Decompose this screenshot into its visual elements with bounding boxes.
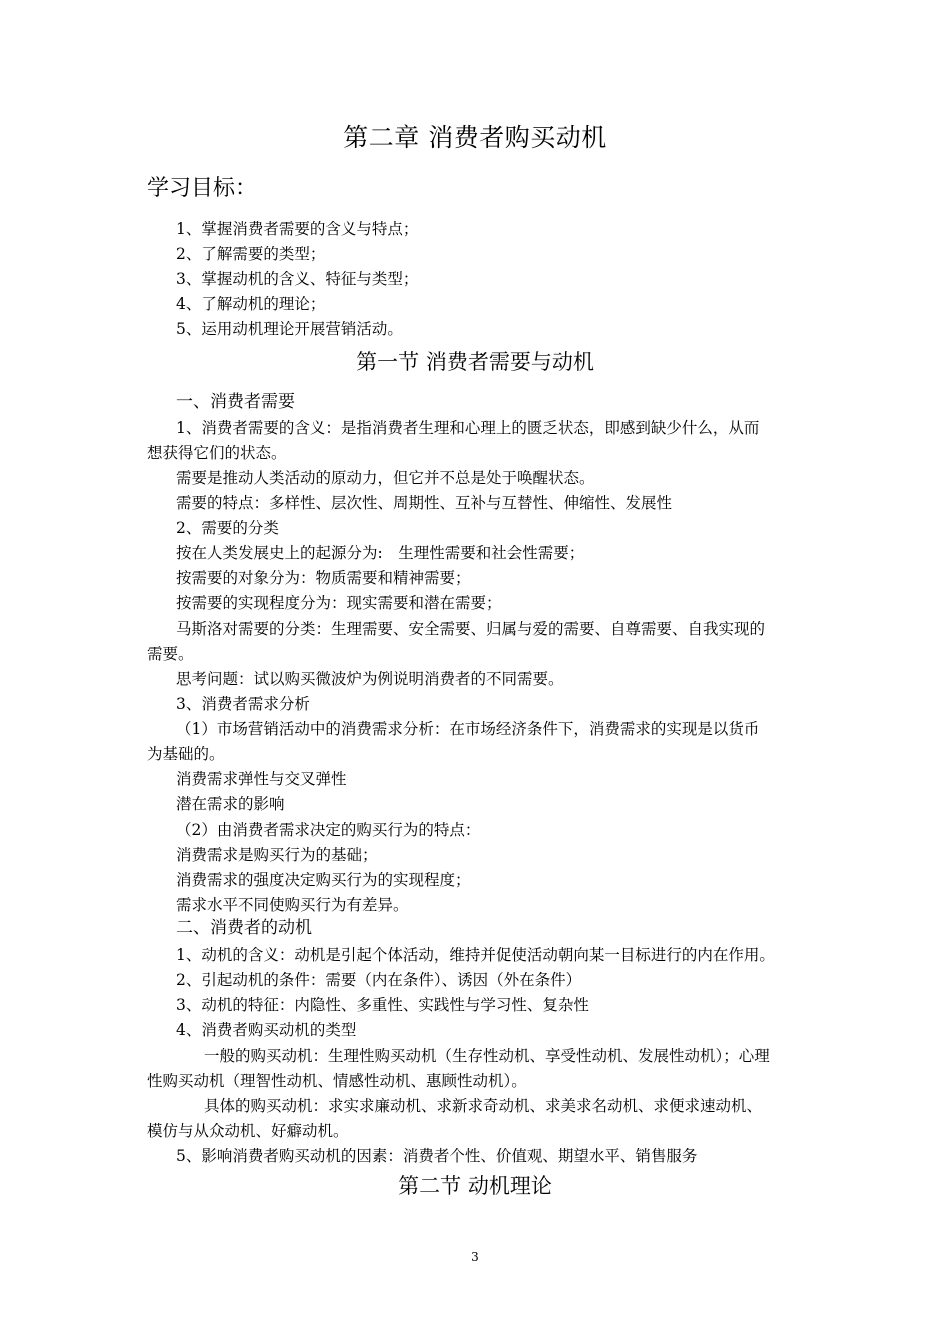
objective-item: 1、掌握消费者需要的含义与特点；: [176, 220, 419, 238]
paragraph-line: 想获得它们的状态。: [147, 444, 287, 462]
paragraph-line: 3、动机的特征：内隐性、多重性、实践性与学习性、复杂性: [176, 996, 589, 1014]
chapter-title: 第二章 消费者购买动机: [343, 123, 607, 152]
paragraph-line: 潜在需求的影响: [176, 795, 285, 813]
objectives-heading: 学习目标：: [147, 176, 258, 201]
paragraph-line: （1）市场营销活动中的消费需求分析：在市场经济条件下，消费需求的实现是以货币: [176, 720, 760, 738]
paragraph-line: 一般的购买动机：生理性购买动机（生存性动机、享受性动机、发展性动机）；心理: [204, 1047, 770, 1065]
section-title: 第一节 消费者需要与动机: [356, 350, 594, 374]
paragraph-line: 按需要的实现程度分为：现实需要和潜在需要；: [176, 594, 502, 612]
paragraph-line: 1、消费者需要的含义：是指消费者生理和心理上的匮乏状态，即感到缺少什么，从而: [176, 419, 760, 437]
paragraph-line: 思考问题：试以购买微波炉为例说明消费者的不同需要。: [176, 670, 564, 688]
objective-item: 5、运用动机理论开展营销活动。: [176, 320, 403, 338]
paragraph-line: 消费需求是购买行为的基础；: [176, 846, 378, 864]
page-number: 3: [471, 1250, 479, 1264]
heading: 二、消费者的动机: [176, 918, 312, 938]
paragraph-line: 1、动机的含义：动机是引起个体活动，维持并促使活动朝向某一目标进行的内在作用。: [176, 946, 775, 964]
paragraph-line: 模仿与从众动机、好癖动机。: [147, 1122, 349, 1140]
paragraph-line: 具体的购买动机：求实求廉动机、求新求奇动机、求美求名动机、求便求速动机、: [204, 1097, 763, 1115]
paragraph-line: 2、引起动机的条件：需要（内在条件）、诱因（外在条件）: [176, 971, 582, 989]
paragraph-line: 消费需求的强度决定购买行为的实现程度；: [176, 871, 471, 889]
heading: 一、消费者需要: [176, 392, 295, 412]
paragraph-line: 按需要的对象分为：物质需要和精神需要；: [176, 569, 471, 587]
section-title: 第二节 动机理论: [398, 1174, 552, 1198]
paragraph-line: 按在人类发展史上的起源分为: 生理性需要和社会性需要；: [176, 544, 585, 562]
paragraph-line: 需要是推动人类活动的原动力，但它并不总是处于唤醒状态。: [176, 469, 595, 487]
paragraph-line: 需要。: [147, 645, 194, 663]
objective-item: 4、了解动机的理论；: [176, 295, 326, 313]
objective-item: 2、了解需要的类型；: [176, 245, 326, 263]
paragraph-line: 需要的特点：多样性、层次性、周期性、互补与互替性、伸缩性、发展性: [176, 494, 673, 512]
paragraph-line: 5、影响消费者购买动机的因素：消费者个性、价值观、期望水平、销售服务: [176, 1147, 698, 1165]
objective-item: 3、掌握动机的含义、特征与类型；: [176, 270, 419, 288]
paragraph-line: 为基础的。: [147, 745, 225, 763]
paragraph-line: 2、需要的分类: [176, 519, 279, 537]
paragraph-line: 消费需求弹性与交叉弹性: [176, 770, 347, 788]
paragraph-line: 需求水平不同使购买行为有差异。: [176, 896, 409, 914]
paragraph-line: （2）由消费者需求决定的购买行为的特点：: [176, 821, 481, 839]
paragraph-line: 马斯洛对需要的分类：生理需要、安全需要、归属与爱的需要、自尊需要、自我实现的: [176, 620, 766, 638]
paragraph-line: 性购买动机（理智性动机、情感性动机、惠顾性动机）。: [147, 1072, 527, 1090]
paragraph-line: 3、消费者需求分析: [176, 695, 310, 713]
paragraph-line: 4、消费者购买动机的类型: [176, 1021, 357, 1039]
